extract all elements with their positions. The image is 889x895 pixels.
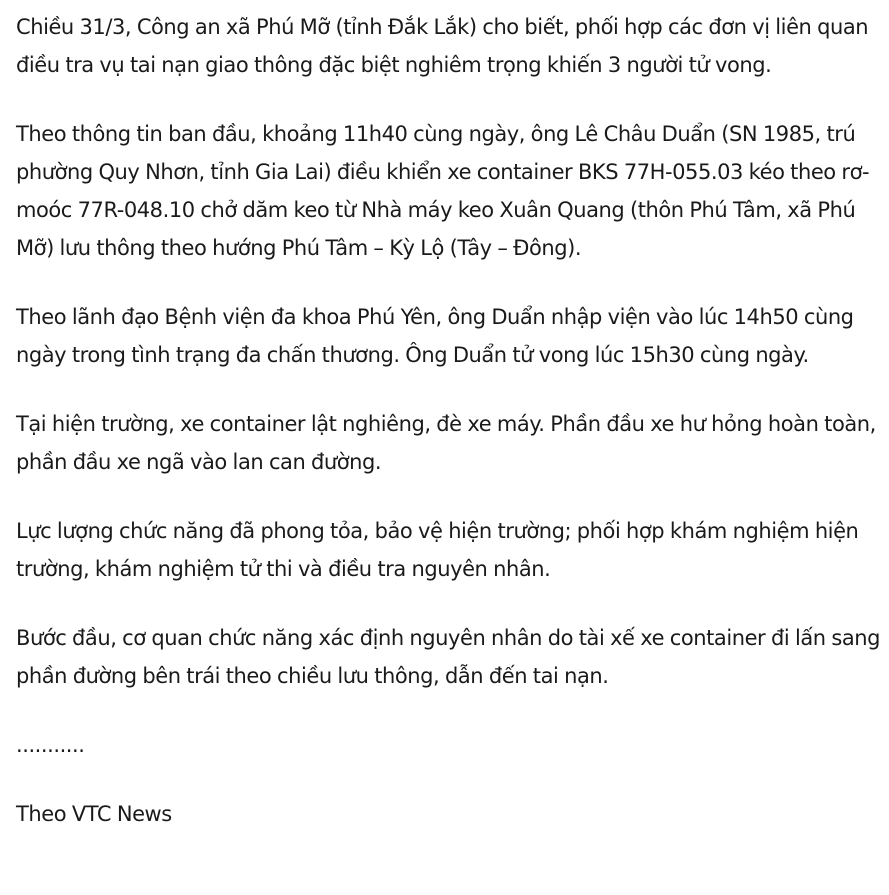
paragraph-cause: Bước đầu, cơ quan chức năng xác định nguyên nhân do tài xế xe container đi lấn sang phần đường bên trái theo chiều lưu thông, dẫn đến tai nạn. xyxy=(16,626,880,688)
paragraph-hospital: Theo lãnh đạo Bệnh viện đa khoa Phú Yên, ông Duẩn nhập viện vào lúc 14h50 cùng ngày trong tình trạng đa chấn thương. Ông Duẩn tử vong lúc 15h30 cùng ngày. xyxy=(16,305,854,367)
paragraph-intro: Chiều 31/3, Công an xã Phú Mỡ (tỉnh Đắk Lắk) cho biết, phối hợp các đơn vị liên quan điều tra vụ tai nạn giao thông đặc biệt nghiêm trọng khiến 3 người tử vong. xyxy=(16,15,869,77)
paragraph-scene: Tại hiện trường, xe container lật nghiêng, đè xe máy. Phần đầu xe hư hỏng hoàn toàn, phần đầu xe ngã vào lan can đường. xyxy=(16,412,876,474)
ellipsis-separator: ........... xyxy=(16,733,85,757)
paragraph-authorities: Lực lượng chức năng đã phong tỏa, bảo vệ hiện trường; phối hợp khám nghiệm hiện trường, khám nghiệm tử thi và điều tra nguyên nhân. xyxy=(16,519,859,581)
article-body xyxy=(16,8,882,833)
paragraph-initial-info: Theo thông tin ban đầu, khoảng 11h40 cùng ngày, ông Lê Châu Duẩn (SN 1985, trú phường Quy Nhơn, tỉnh Gia Lai) điều khiển xe container BKS 77H-055.03 kéo theo rơ-moóc 77R-048.10 chở dăm keo từ Nhà máy keo Xuân Quang (thôn Phú Tâm, xã Phú Mỡ) lưu thông theo hướng Phú Tâm – Kỳ Lộ (Tây – Đông). xyxy=(16,122,870,260)
source-credit: Theo VTC News xyxy=(16,802,172,826)
